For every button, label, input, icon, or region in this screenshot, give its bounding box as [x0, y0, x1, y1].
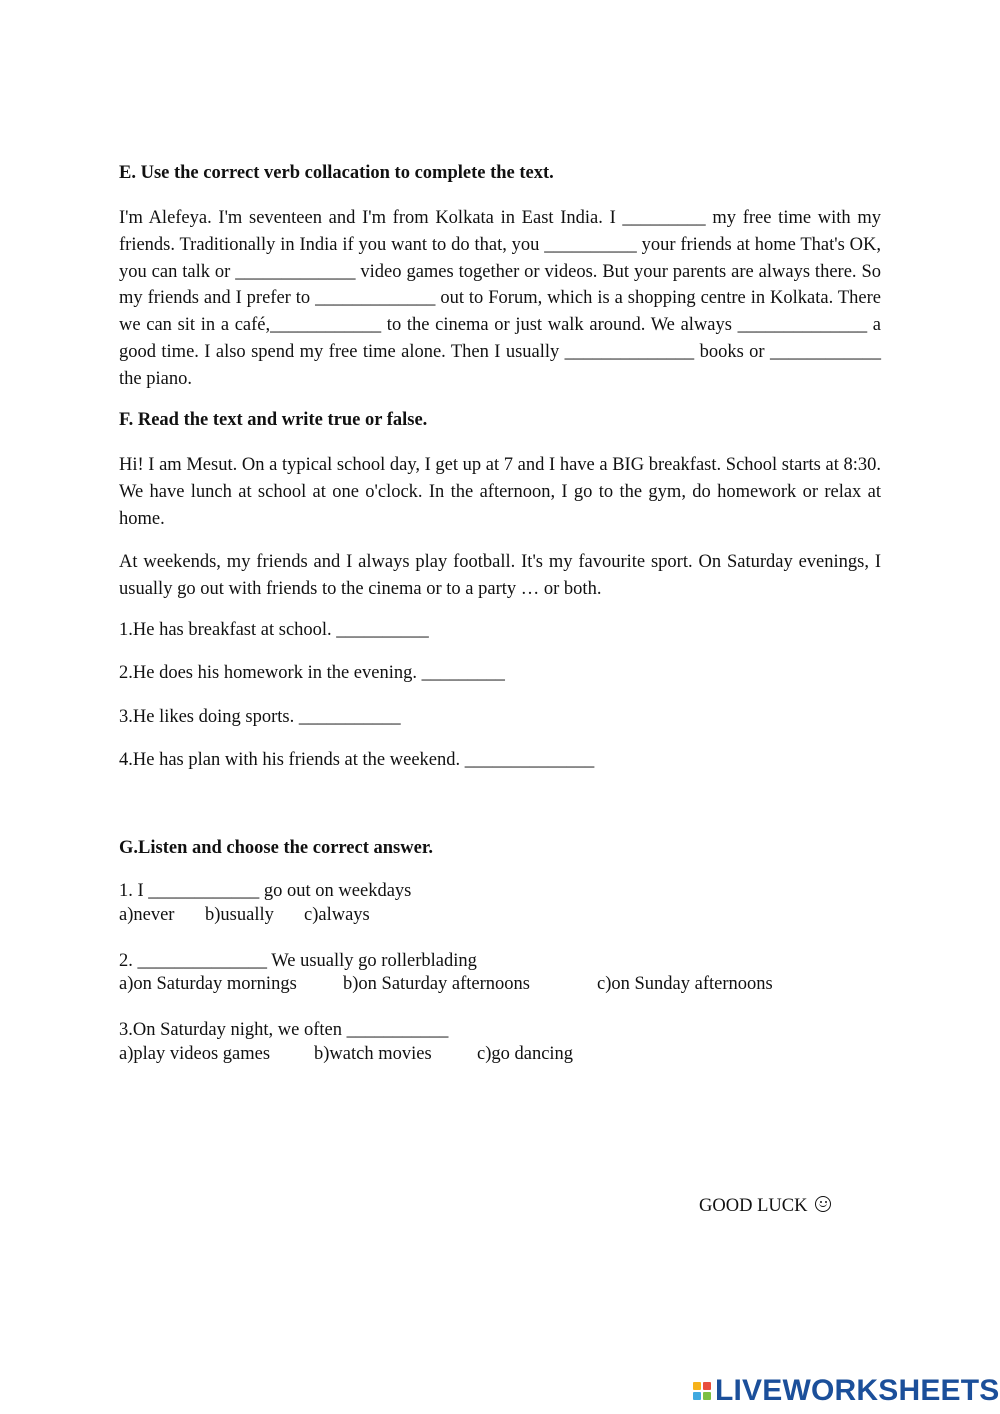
question-3-options [119, 1044, 573, 1065]
logo-square [703, 1382, 711, 1390]
section-e-text: I'm Alefeya. I'm seventeen and I'm from Kolkata in East India. I _________ my free time with my friends. Traditionally in India if you want to do that, you __________ your friends at home That's OK, you can talk or _____________ video games together or videos. But your parents are always there. So my friends and I prefer to _____________ out to Forum, which is a shopping centre in Kolkata. There we can sit in a café,____________ to the cinema or just walk around. We always ______________ a good time. I also spend my free time alone. Then I usually ______________ books or ____________ the piano. [119, 208, 881, 389]
option-a: a)on Saturday mornings [119, 974, 297, 994]
logo-square [703, 1392, 711, 1400]
option-c: c)on Sunday afternoons [597, 974, 773, 994]
section-f-heading: F. Read the text and write true or false. [119, 410, 428, 430]
logo-squares-icon [693, 1382, 711, 1400]
option-b: b)on Saturday afternoons [343, 974, 531, 994]
option-b: b)watch movies [314, 1044, 432, 1064]
logo-square [693, 1392, 701, 1400]
good-luck-note [699, 1196, 831, 1217]
question-1-options [119, 905, 370, 926]
section-e-heading: E. Use the correct verb collacation to complete the text. [119, 163, 554, 183]
statement-2: 2.He does his homework in the evening. _________ [119, 663, 505, 683]
option-b: b)usually [205, 905, 274, 925]
statement-3: 3.He likes doing sports. ___________ [119, 707, 401, 727]
question-3: 3.On Saturday night, we often ___________ [119, 1020, 449, 1040]
statement-1: 1.He has breakfast at school. __________ [119, 620, 429, 640]
section-f-paragraph-1: Hi! I am Mesut. On a typical school day, I get up at 7 and I have a BIG breakfast. School starts at 8:30. We have lunch at school at one o'clock. In the afternoon, I go to the gym, do homework or relax at home. [119, 455, 881, 529]
option-c: c)go dancing [477, 1044, 574, 1064]
option-c: c)always [304, 905, 370, 925]
option-a: a)never [119, 905, 175, 925]
section-g-heading: G.Listen and choose the correct answer. [119, 838, 433, 858]
logo-text: LIVEWORKSHEETS [715, 1374, 1000, 1407]
question-2-options [119, 974, 773, 995]
good-luck-text: GOOD LUCK [699, 1196, 808, 1216]
question-2: 2. ______________ We usually go rollerblading [119, 951, 477, 971]
liveworksheets-logo[interactable] [693, 1376, 1000, 1406]
smiley-icon [815, 1196, 831, 1212]
section-f-paragraph-2: At weekends, my friends and I always play football. It's my favourite sport. On Saturday evenings, I usually go out with friends to the cinema or to a party … or both. [119, 552, 881, 599]
option-a: a)play videos games [119, 1044, 271, 1064]
statement-4: 4.He has plan with his friends at the weekend. ______________ [119, 750, 595, 770]
logo-square [693, 1382, 701, 1390]
question-1: 1. I ____________ go out on weekdays [119, 881, 412, 901]
